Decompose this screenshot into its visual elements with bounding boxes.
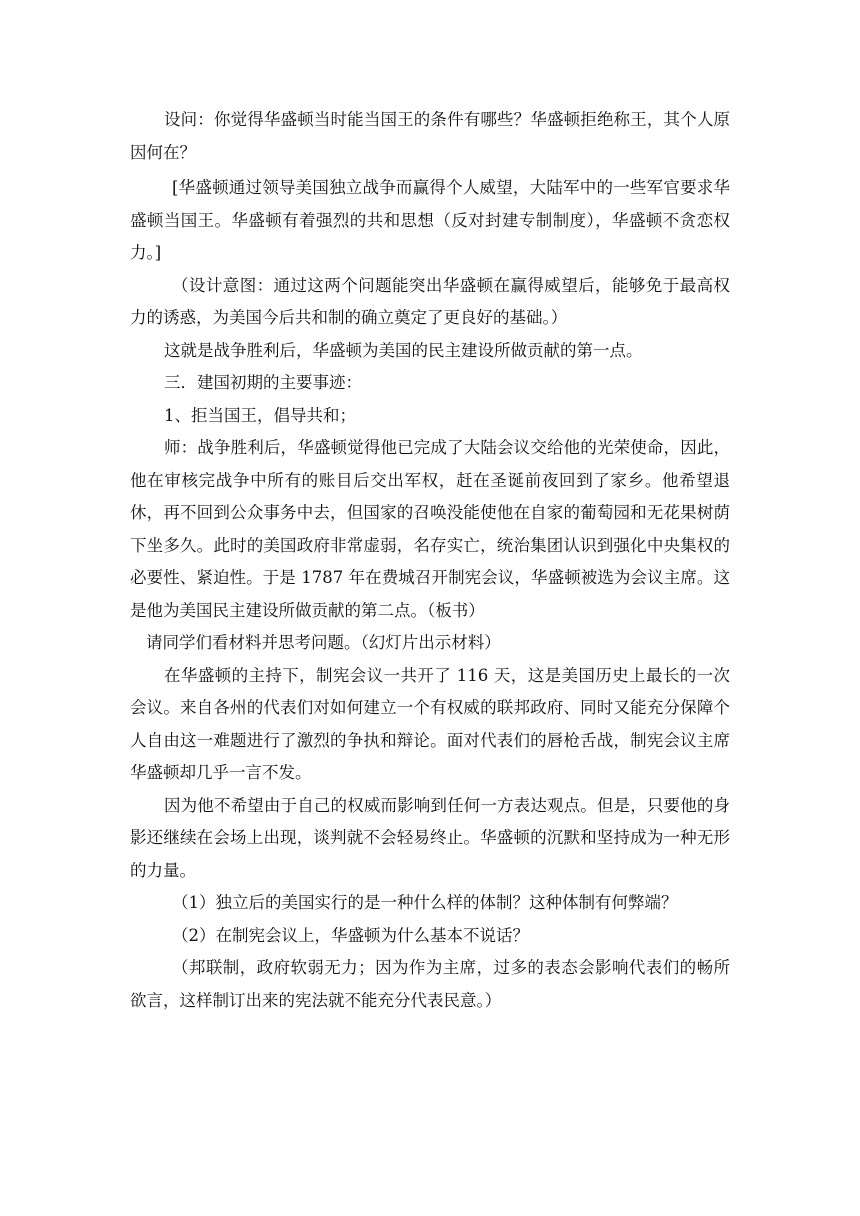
instruction-paragraph: 请同学们看材料并思考问题。（幻灯片出示材料）	[146, 633, 501, 652]
material-paragraph: 因为他不希望由于自己的权威而影响到任何一方表达观点。但是，只要他的身影还继续在会场上出现，谈判就不会轻易终止。华盛顿的沉默和坚持成为一种无形的力量。	[130, 795, 730, 880]
question-item: （2）在制宪会议上，华盛顿为什么基本不说话？	[172, 925, 529, 945]
first-point-paragraph: 这就是战争胜利后，华盛顿为美国的民主建设所做贡献的第一点。	[164, 340, 643, 360]
question-paragraph: 设问：你觉得华盛顿当时能当国王的条件有哪些？华盛顿拒绝称王，其个人原因何在？	[130, 110, 730, 162]
subheading: 1、拒当国王，倡导共和；	[164, 405, 356, 425]
question-item: （1）独立后的美国实行的是一种什么样的体制？这种体制有何弊端？	[172, 893, 678, 912]
section-heading: 三．建国初期的主要事迹：	[164, 373, 362, 392]
document-body	[130, 104, 730, 1017]
material-paragraph: 在华盛顿的主持下，制宪会议一共开了 116 天，这是美国历史上最长的一次会议。来自各州的代表们对如何建立一个有权威的联邦政府、同时又能充分保障个人自由这一难题进行了激烈的争执和辩论。面对代表们的唇枪舌战，制宪会议主席华盛顿却几乎一言不发。	[130, 665, 730, 782]
answer-paragraph: [华盛顿通过领导美国独立战争而赢得个人威望，大陆军中的一些军官要求华盛顿当国王。华盛顿有着强烈的共和思想（反对封建专制制度），华盛顿不贪恋权力。]	[130, 178, 730, 262]
design-intent-paragraph: （设计意图：通过这两个问题能突出华盛顿在赢得威望后，能够免于最高权力的诱惑，为美国今后共和制的确立奠定了更良好的基础。）	[130, 275, 730, 327]
answer-paragraph: （邦联制，政府软弱无力；因为作为主席，过多的表态会影响代表们的畅所欲言，这样制订出来的宪法就不能充分代表民意。）	[130, 958, 730, 1010]
teacher-narration-paragraph: 师：战争胜利后，华盛顿觉得他已完成了大陆会议交给他的光荣使命，因此，他在审核完战争中所有的账目后交出军权，赶在圣诞前夜回到了家乡。他希望退休，再不回到公众事务中去，但国家的召唤没能使他在自家的葡萄园和无花果树荫下坐多久。此时的美国政府非常虚弱，名存实亡，统治集团认识到强化中央集权的必要性、紧迫性。于是 1787 年在费城召开制宪会议，华盛顿被选为会议主席。这是他为美国民主建设所做贡献的第二点。（板书）	[130, 438, 730, 620]
